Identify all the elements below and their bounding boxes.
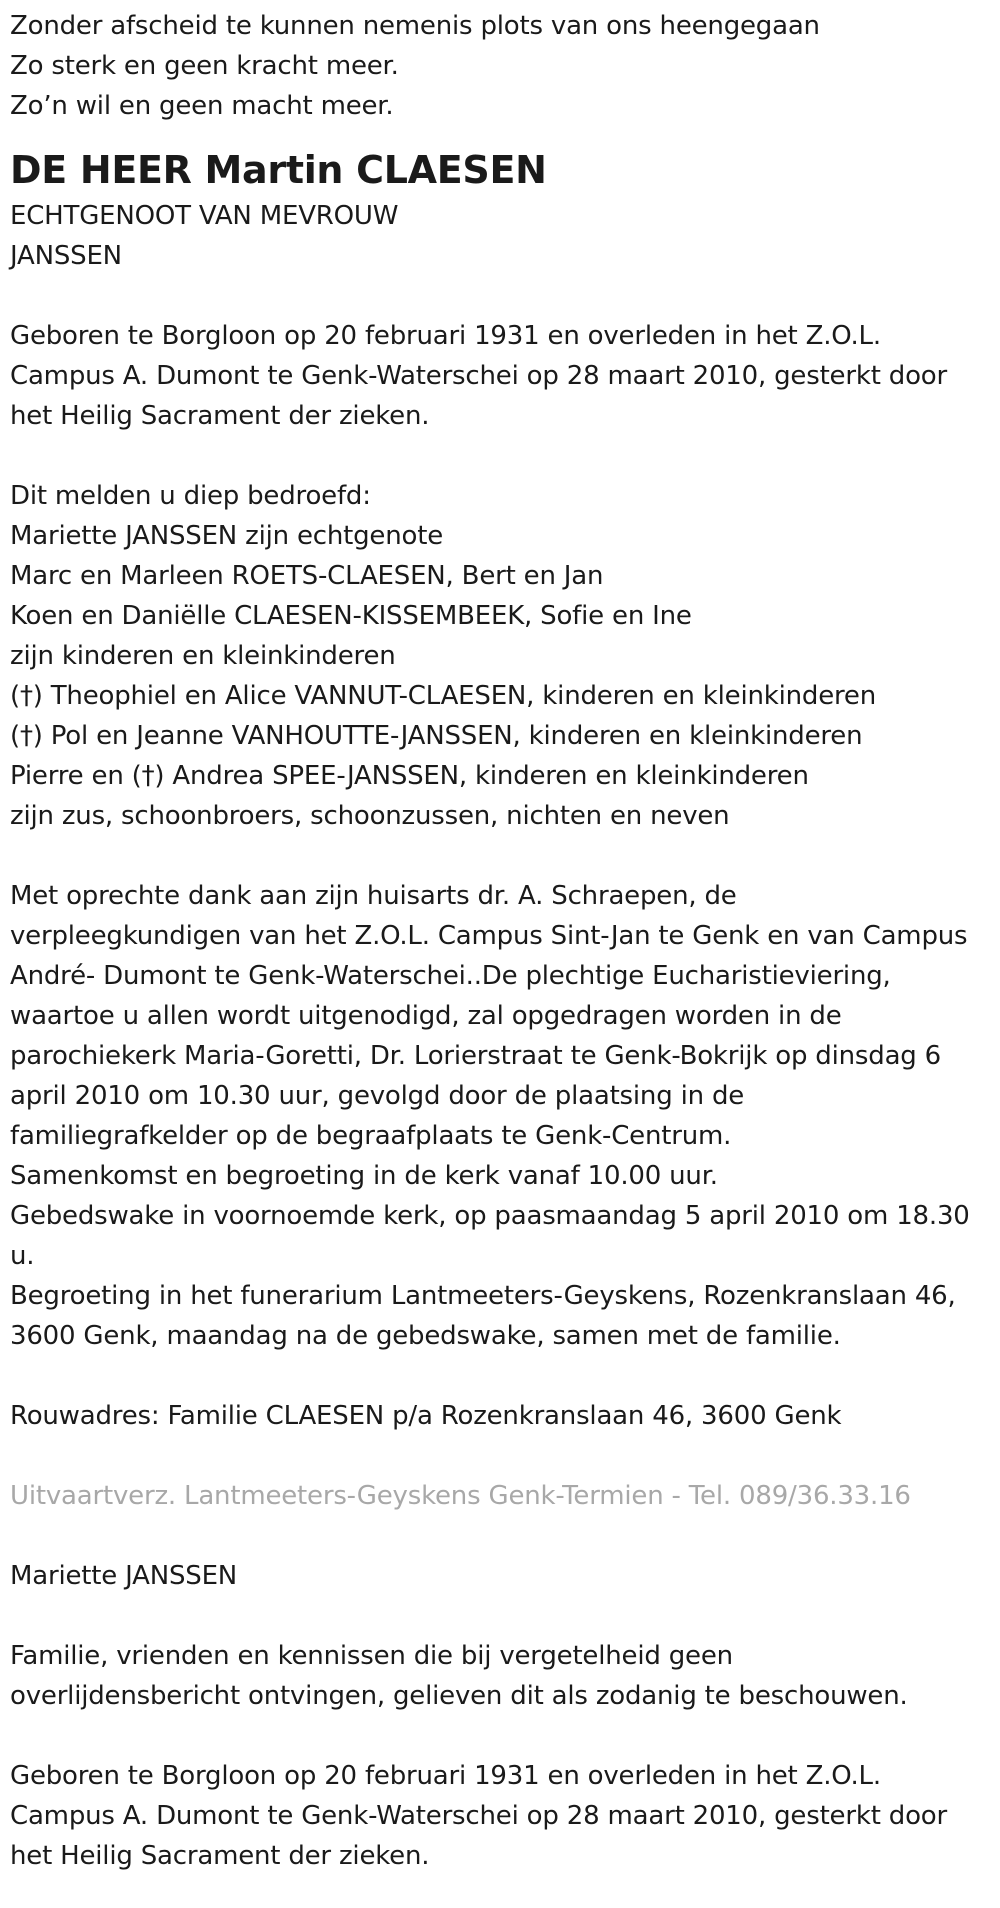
poem (10, 6, 1000, 126)
family-line: Marc en Marleen ROETS-CLAESEN, Bert en Jan (10, 561, 604, 591)
spouse-line: ECHTGENOOT VAN MEVROUW (10, 201, 399, 231)
paragraph-line: Geboren te Borgloon op 20 februari 1931 en overleden in het Z.O.L. (10, 1761, 881, 1791)
funeral-home: Uitvaartverz. Lantmeeters-Geyskens Genk-Termien - Tel. 089/36.33.16 (10, 1481, 911, 1511)
spacer (10, 1716, 1000, 1756)
paragraph-line: Geboren te Borgloon op 20 februari 1931 en overleden in het Z.O.L. (10, 321, 881, 351)
poem-line: Zonder afscheid te kunnen nemenis plots van ons heengegaan (10, 11, 820, 41)
birth-death-paragraph (10, 316, 1000, 436)
spacer (10, 276, 1000, 316)
spacer (10, 1596, 1000, 1636)
family-line: (†) Theophiel en Alice VANNUT-CLAESEN, kinderen en kleinkinderen (10, 681, 876, 711)
paragraph-line: 3600 Genk, maandag na de gebedswake, samen met de familie. (10, 1321, 841, 1351)
family-line: Mariette JANSSEN zijn echtgenote (10, 521, 443, 551)
birth-death-paragraph-repeat (10, 1756, 1000, 1876)
paragraph-line: Familie, vrienden en kennissen die bij vergetelheid geen (10, 1641, 733, 1671)
family-list (10, 476, 1000, 836)
paragraph-line: Begroeting in het funerarium Lantmeeters-Geyskens, Rozenkranslaan 46, (10, 1281, 956, 1311)
spacer (10, 1356, 1000, 1396)
paragraph-line: familiegrafkelder op de begraafplaats te Genk-Centrum. (10, 1121, 732, 1151)
paragraph-line: overlijdensbericht ontvingen, gelieven dit als zodanig te beschouwen. (10, 1681, 908, 1711)
paragraph-line: waartoe u allen wordt uitgenodigd, zal opgedragen worden in de (10, 1001, 842, 1031)
paragraph-line: André- Dumont te Genk-Waterschei..De plechtige Eucharistieviering, (10, 961, 891, 991)
ceremony-paragraph (10, 876, 1000, 1356)
paragraph-line: het Heilig Sacrament der zieken. (10, 401, 430, 431)
notice-paragraph (10, 1636, 1000, 1716)
spacer (10, 1516, 1000, 1556)
paragraph-line: april 2010 om 10.30 uur, gevolgd door de plaatsing in de (10, 1081, 745, 1111)
paragraph-line: parochiekerk Maria-Goretti, Dr. Lorierstraat te Genk-Bokrijk op dinsdag 6 (10, 1041, 942, 1071)
poem-line: Zo’n wil en geen macht meer. (10, 91, 394, 121)
paragraph-line: Met oprechte dank aan zijn huisarts dr. A. Schraepen, de (10, 881, 737, 911)
spacer (10, 436, 1000, 476)
family-line: (†) Pol en Jeanne VANHOUTTE-JANSSEN, kinderen en kleinkinderen (10, 721, 863, 751)
paragraph-line: het Heilig Sacrament der zieken. (10, 1841, 430, 1871)
paragraph-line: u. (10, 1241, 35, 1271)
spouse-line: JANSSEN (10, 241, 122, 271)
paragraph-line: Gebedswake in voornoemde kerk, op paasmaandag 5 april 2010 om 18.30 (10, 1201, 970, 1231)
family-line: zijn kinderen en kleinkinderen (10, 641, 396, 671)
poem-line: Zo sterk en geen kracht meer. (10, 51, 399, 81)
family-line: Dit melden u diep bedroefd: (10, 481, 371, 511)
paragraph-line: Campus A. Dumont te Genk-Waterschei op 28 maart 2010, gesterkt door (10, 1801, 947, 1831)
signature: Mariette JANSSEN (10, 1561, 238, 1591)
family-line: Koen en Daniëlle CLAESEN-KISSEMBEEK, Sofie en Ine (10, 601, 692, 631)
spacer (10, 836, 1000, 876)
paragraph-line: Campus A. Dumont te Genk-Waterschei op 28 maart 2010, gesterkt door (10, 361, 947, 391)
mourning-address: Rouwadres: Familie CLAESEN p/a Rozenkranslaan 46, 3600 Genk (10, 1401, 842, 1431)
deceased-name: DE HEER Martin CLAESEN (10, 148, 547, 192)
spacer (10, 1436, 1000, 1476)
family-line: Pierre en (†) Andrea SPEE-JANSSEN, kinderen en kleinkinderen (10, 761, 809, 791)
paragraph-line: verpleegkundigen van het Z.O.L. Campus Sint-Jan te Genk en van Campus (10, 921, 968, 951)
obituary-document (10, 6, 1000, 1876)
family-line: zijn zus, schoonbroers, schoonzussen, nichten en neven (10, 801, 730, 831)
paragraph-line: Samenkomst en begroeting in de kerk vanaf 10.00 uur. (10, 1161, 718, 1191)
